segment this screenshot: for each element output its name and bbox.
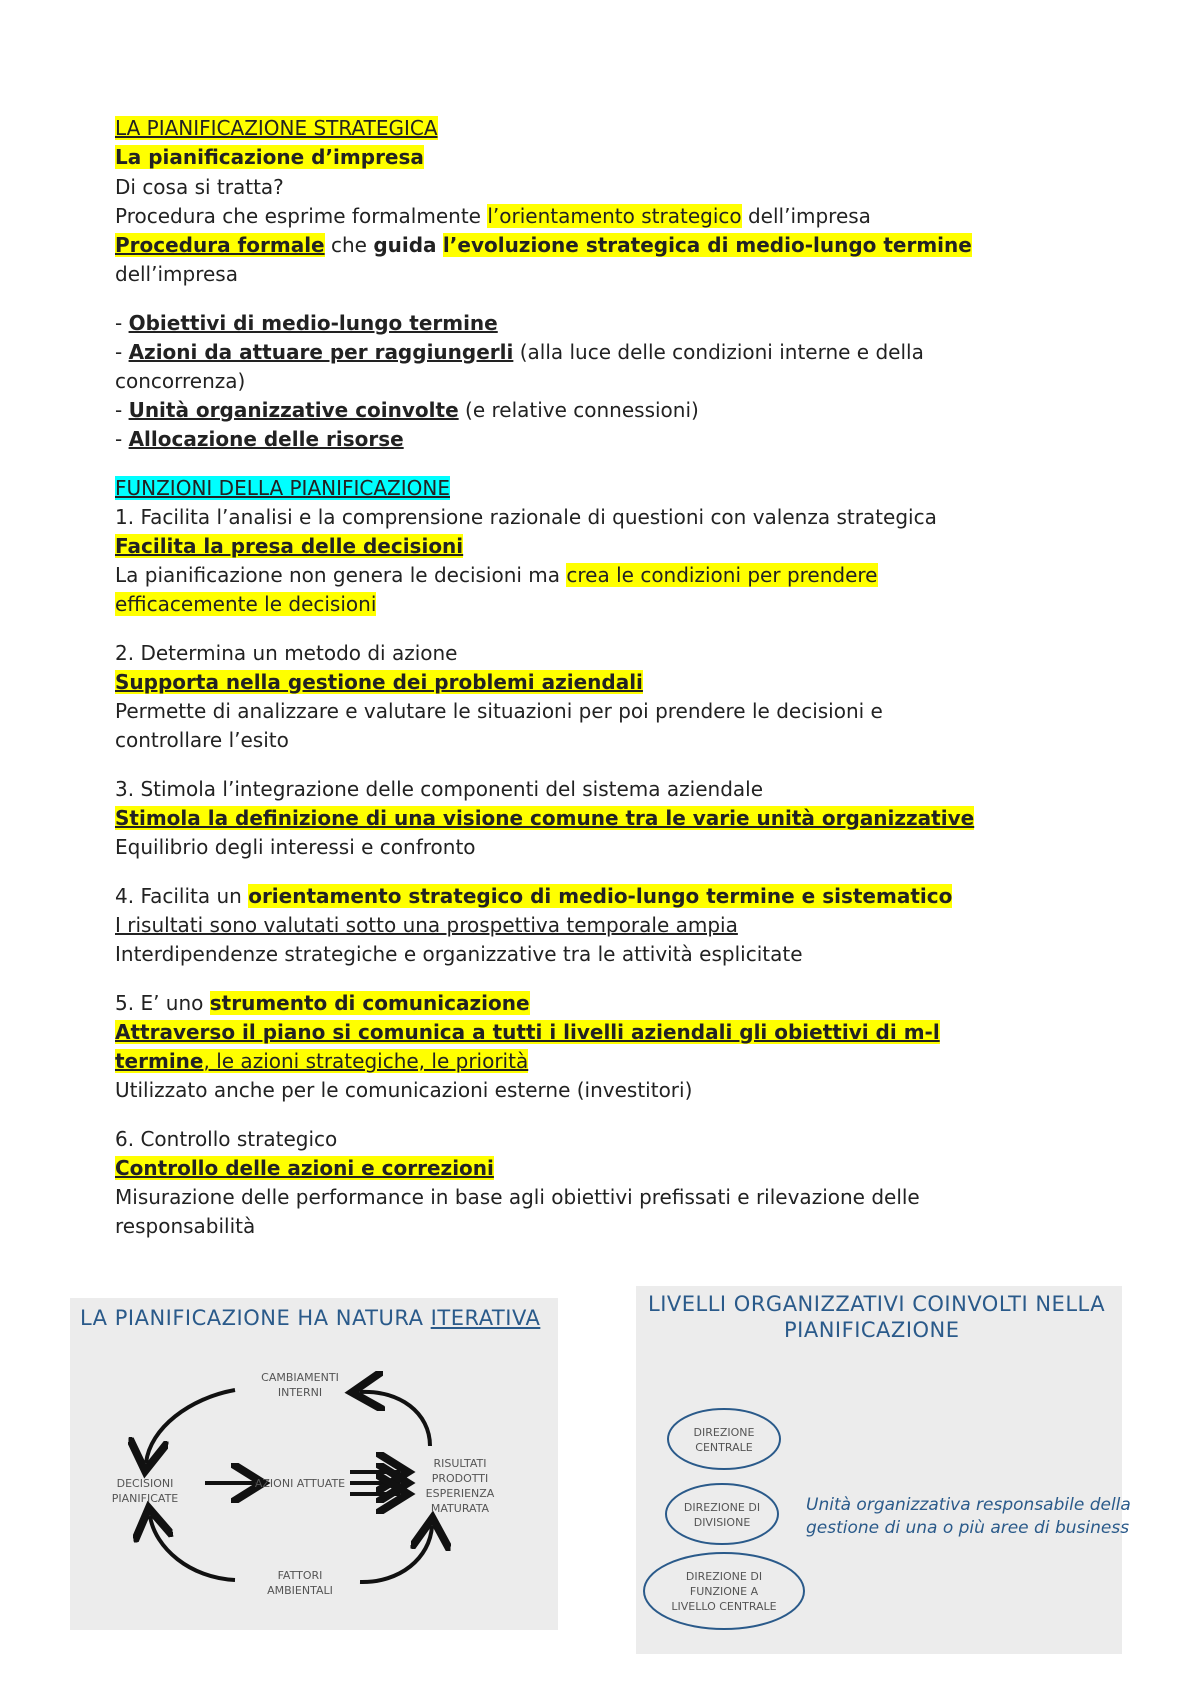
f5-body: Utilizzato anche per le comunicazioni esterne (investitori): [115, 1078, 693, 1102]
page-title: LA PIANIFICAZIONE STRATEGICA: [115, 116, 438, 140]
circle-direzione-funzione: DIREZIONE DI FUNZIONE A LIVELLO CENTRALE: [671, 1570, 777, 1613]
f6-head: Controllo delle azioni e correzioni: [115, 1156, 494, 1180]
bullet-3: - Unità organizzative coinvolte (e relative connessioni): [115, 398, 699, 422]
f6-num: 6. Controllo strategico: [115, 1127, 338, 1151]
node-decisioni-pianificate: DECISIONI PIANIFICATE: [111, 1477, 179, 1505]
f1-head: Facilita la presa delle decisioni: [115, 534, 464, 558]
subtitle: La pianificazione d’impresa: [115, 145, 424, 169]
f2-num: 2. Determina un metodo di azione: [115, 641, 458, 665]
f4-underlined: I risultati sono valutati sotto una prospettiva temporale ampia: [115, 913, 738, 937]
node-azioni-attuate: AZIONI ATTUATE: [254, 1477, 346, 1490]
definition-1: Procedura che esprime formalmente l’orientamento strategico dell’impresa: [115, 204, 871, 228]
node-cambiamenti-interni: CAMBIAMENTI INTERNI: [261, 1371, 339, 1399]
f1-body-cont: efficacemente le decisioni: [115, 592, 377, 616]
f3-num: 3. Stimola l’integrazione delle componenti del sistema aziendale: [115, 777, 764, 801]
business-unit-note: Unità organizzativa responsabile della gestione di una o più aree di business: [806, 1495, 1131, 1538]
section-title-funzioni: FUNZIONI DELLA PIANIFICAZIONE: [115, 476, 450, 500]
question: Di cosa si tratta?: [115, 175, 284, 199]
f1-body: La pianificazione non genera le decisioni ma crea le condizioni per prendere: [115, 563, 878, 587]
definition-2: Procedura formale che guida l’evoluzione strategica di medio-lungo termine: [115, 233, 972, 257]
f4-num: 4. Facilita un orientamento strategico di medio-lungo termine e sistematico: [115, 884, 953, 908]
f3-head: Stimola la definizione di una visione comune tra le varie unità organizzative: [115, 806, 975, 830]
circle-direzione-divisione: DIREZIONE DI DIVISIONE: [683, 1501, 761, 1529]
figure-1-title: LA PIANIFICAZIONE HA NATURA ITERATIVA: [80, 1306, 541, 1330]
figure-organizational-levels: [636, 1286, 1131, 1654]
figure-iterative-cycle: [70, 1298, 558, 1630]
f5-num: 5. E’ uno strumento di comunicazione: [115, 991, 530, 1015]
f6-body-2: responsabilità: [115, 1214, 256, 1238]
circle-direzione-centrale: DIREZIONE CENTRALE: [693, 1426, 755, 1454]
f2-head: Supporta nella gestione dei problemi aziendali: [115, 670, 643, 694]
f6-body-1: Misurazione delle performance in base agli obiettivi prefissati e rilevazione delle: [115, 1185, 920, 1209]
f5-head-2: termine, le azioni strategiche, le priorità: [115, 1049, 529, 1073]
definition-2-cont: dell’impresa: [115, 262, 238, 286]
node-fattori-ambientali: FATTORI AMBIENTALI: [267, 1569, 333, 1597]
bullet-2-cont: concorrenza): [115, 369, 246, 393]
figure-2-title-1: LIVELLI ORGANIZZATIVI COINVOLTI NELLA: [648, 1292, 1106, 1316]
f1-num: 1. Facilita l’analisi e la comprensione razionale di questioni con valenza strategica: [115, 505, 937, 529]
f4-body: Interdipendenze strategiche e organizzative tra le attività esplicitate: [115, 942, 803, 966]
bullet-1: - Obiettivi di medio-lungo termine: [115, 311, 498, 335]
bullet-2: - Azioni da attuare per raggiungerli (alla luce delle condizioni interne e della: [115, 340, 924, 364]
bullet-4: - Allocazione delle risorse: [115, 427, 404, 451]
f3-body: Equilibrio degli interessi e confronto: [115, 835, 476, 859]
f5-head-1: Attraverso il piano si comunica a tutti i livelli aziendali gli obiettivi di m-l: [115, 1020, 940, 1044]
node-risultati: RISULTATI PRODOTTI ESPERIENZA MATURATA: [425, 1457, 495, 1515]
figure-2-title-2: PIANIFICAZIONE: [784, 1318, 960, 1342]
f2-body-1: Permette di analizzare e valutare le situazioni per poi prendere le decisioni e: [115, 699, 883, 723]
f2-body-2: controllare l’esito: [115, 728, 289, 752]
